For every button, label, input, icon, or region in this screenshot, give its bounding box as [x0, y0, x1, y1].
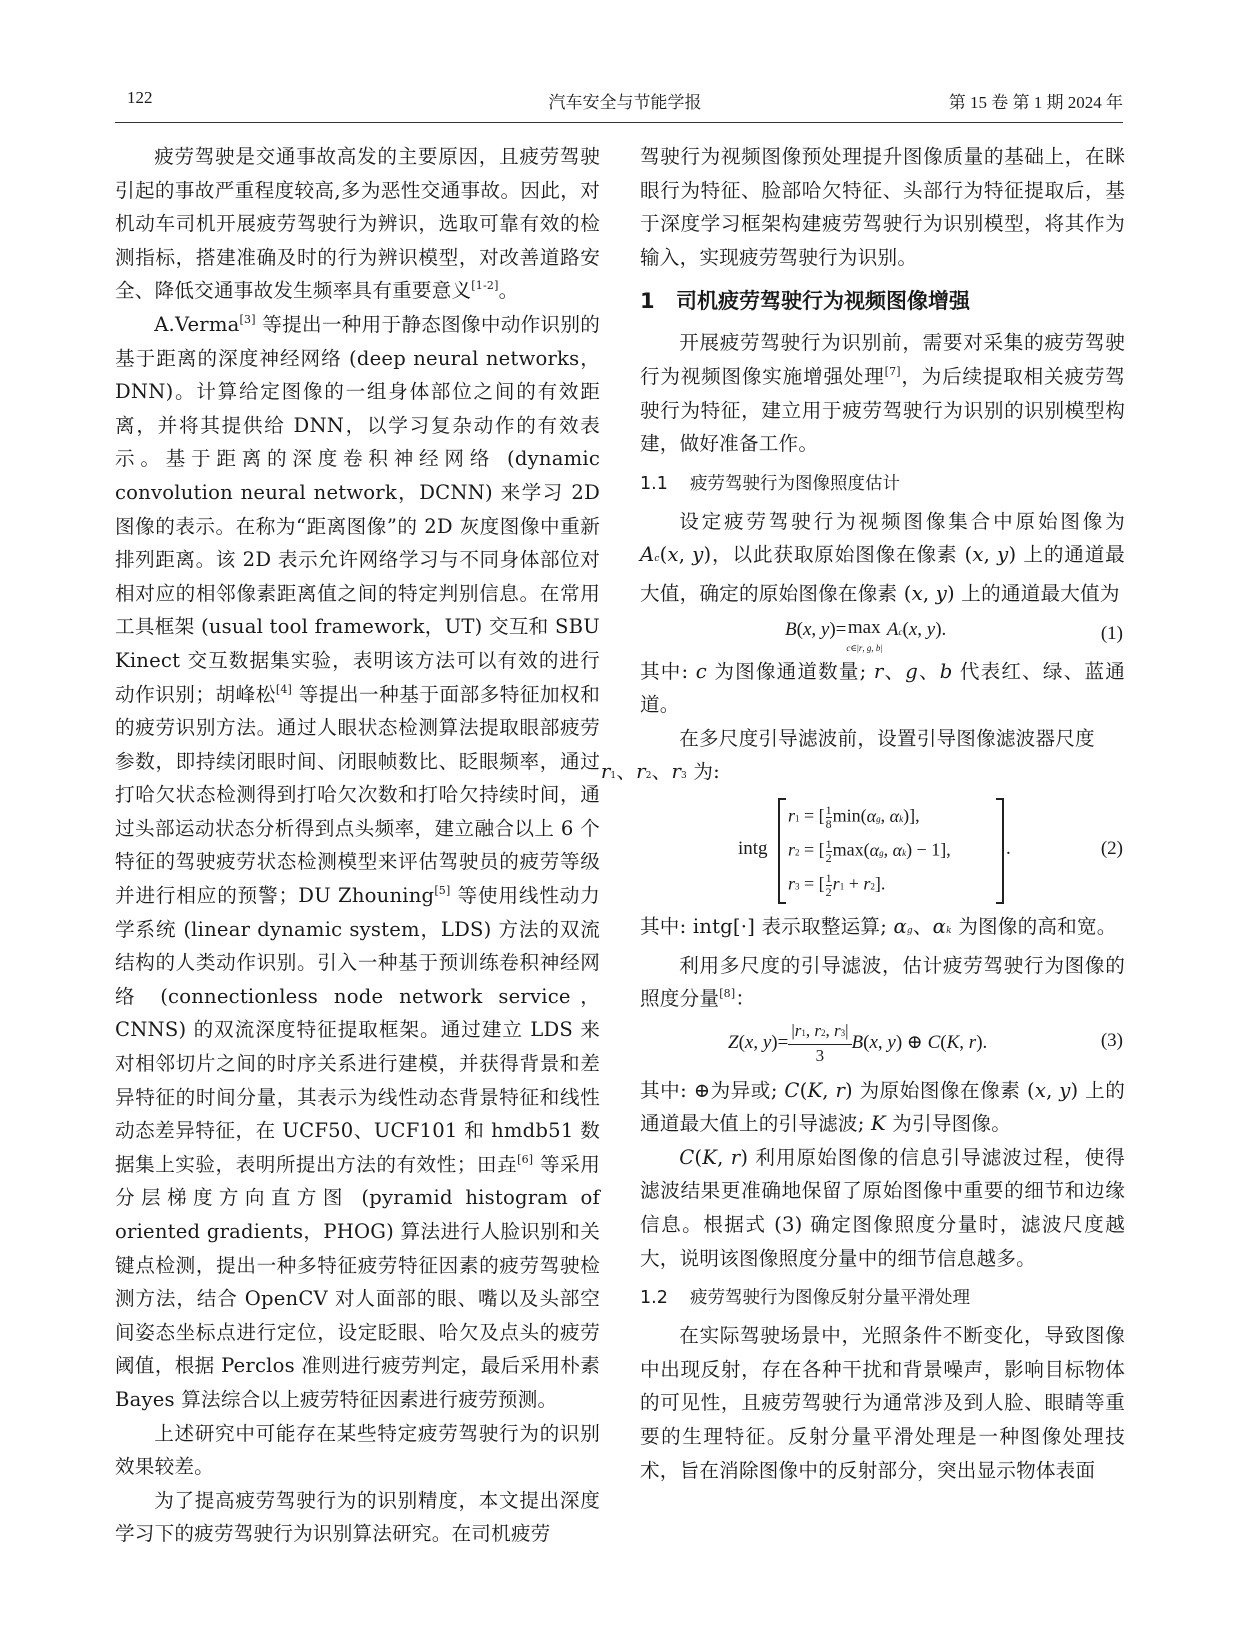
paragraph-guided-filter: C(K, r) 利用原始图像的信息引导滤波过程，使得滤波结果更准确地保留了原始图像中重要的细节和边缘信息。根据式 (3) 确定图像照度分量时，滤波尺度越大，说明该图像照度分量中的细节信息越多。 — [640, 1145, 1125, 1270]
citation[interactable]: [1-2] — [471, 279, 499, 293]
section-heading-1: 1 司机疲劳驾驶行为视频图像增强 — [640, 289, 970, 314]
running-header — [115, 86, 1123, 114]
equation-2-note: 其中: intg[·] 表示取整运算; αg、αk 为图像的高和宽。 — [640, 914, 1117, 938]
citation[interactable]: [3] — [239, 312, 256, 326]
paragraph-multiscale: 利用多尺度的引导滤波，估计疲劳驾驶行为图像的照度分量[8]： — [640, 953, 1125, 1011]
paragraph-limitation: 上述研究中可能存在某些特定疲劳驾驶行为的识别效果较差。 — [115, 1421, 600, 1479]
paragraph-enhance: 开展疲劳驾驶行为识别前，需要对采集的疲劳驾驶行为视频图像实施增强处理[7]，为后续提取相关疲劳驾驶行为特征，建立用于疲劳驾驶行为识别的识别模型构建，做好准备工作。 — [640, 331, 1125, 456]
right-column — [600, 140, 1126, 1487]
section-heading-1-1: 1.1 疲劳驾驶行为图像照度估计 — [640, 473, 900, 494]
paragraph-intro: 疲劳驾驶是交通事故高发的主要原因，且疲劳驾驶引起的事故严重程度较高,多为恶性交通事故。因此，对机动车司机开展疲劳驾驶行为辨识，选取可靠有效的检测指标，搭建准确及时的行为辨识模型，对改善道路安全、降低交通事故发生频率具有重要意义[1-2]。 — [115, 145, 600, 303]
equation-3-note: 其中: ⊕为异或; C(K, r) 为原始图像在像素 (x, y) 上的通道最大值上的引导滤波; K 为引导图像。 — [640, 1078, 1125, 1136]
paragraph-reflection: 在实际驾驶场景中，光照条件不断变化，导致图像中出现反射，存在各种干扰和背景噪声，影响目标物体的可见性，且疲劳驾驶行为通常涉及到人脸、眼睛等重要的生理特征。反射分量平滑处理是一种图像处理技术，旨在消除图像中的反射部分，突出显示物体表面 — [640, 1324, 1125, 1482]
left-column — [115, 140, 600, 1551]
citation[interactable]: [5] — [434, 884, 451, 898]
paragraph-illumination: 设定疲劳驾驶行为视频图像集合中原始图像为 Ac(x, y)，以此获取原始图像在像素 (x, y) 上的通道最大值，确定的原始图像在像素 (x, y) 上的通道最大值为 — [640, 509, 1125, 605]
citation[interactable]: [4] — [275, 682, 293, 696]
page-number: 122 — [127, 88, 153, 107]
header-rule — [115, 122, 1123, 123]
section-heading-1-2: 1.2 疲劳驾驶行为图像反射分量平滑处理 — [640, 1288, 970, 1309]
journal-title: 汽车安全与节能学报 — [548, 93, 702, 112]
equation-3: Z(x, y)= $\frac{|r1, r2, r3|}{3}$ B(x, y) ⊕ C(K, r). (3) — [728, 1020, 1123, 1065]
citation[interactable]: [8] — [719, 987, 736, 1001]
equation-number: (1) — [1100, 622, 1123, 644]
equation-number: (2) — [1100, 837, 1123, 859]
paragraph-related-work: A.Verma[3] 等提出一种用于静态图像中动作识别的基于距离的深度神经网络 (deep neural networks，DNN)。计算给定图像的一组身体部位之间的有效距离，并将其提供给 DNN，以学习复杂动作的有效表示。基于距离的深度卷积神经网络 (dynamic convolution neural network，DCNN) 来学习 2D 图像的表示。在称为“距离图像”的 2D 灰度图像中重新排列距离。该 2D 表示允许网络学习与不同身体部位对相对应的相邻像素距离值之间的特定判别信息。在常用工具框架 (usual tool framework，UT) 交互和 SBU Kinect 交互数据集实验，表明该方法可以有效的进行动作识别；胡峰松[4] 等提出一种基于面部多特征加权和的疲劳识别方法。通过人眼状态检测算法提取眼部疲劳参数，即持续闭眼时间、闭眼帧数比、眨眼频率，通过打哈欠状态检测得到打哈欠次数和打哈欠持续时间，通过头部运动状态分析得到点头频率，建立融合以上 6 个特征的驾驶疲劳状态检测模型来评估驾驶员的疲劳等级并进行相应的预警；DU Zhouning[5] 等使用线性动力学系统 (linear dynamic system，LDS) 方法的双流结构的人类动作识别。引入一种基于预训练卷积神经网络 (connectionless node network service，CNNS) 的双流深度特征提取框架。通过建立 LDS 来对相邻切片之间的时序关系进行建模，并获得背景和差异特征的时间分量，其表示为线性动态背景特征和线性动态差异特征，在 UCF50、UCF101 和 hmdb51 数据集上实验，表明所提出方法的有效性；田垚[6] 等采用分层梯度方向直方图 (pyramid histogram of oriented gradients，PHOG) 算法进行人脸识别和关键点检测，提出一种多特征疲劳特征因素的疲劳驾驶检测方法，结合 OpenCV 对人面部的眼、嘴以及头部空间姿态坐标点进行定位，设定眨眼、哈欠及点头的疲劳阈值，根据 Perclos 准则进行疲劳判定，最后采用朴素 Bayes 算法综合以上疲劳特征因素进行疲劳预测。 — [115, 312, 601, 1411]
paragraph-filter-scale: 在多尺度引导滤波前，设置引导图像滤波器尺度 r1、r2、r3 为: — [600, 726, 1095, 784]
paragraph-proposal: 为了提高疲劳驾驶行为的识别精度，本文提出深度学习下的疲劳驾驶行为识别算法研究。在司机疲劳 — [115, 1488, 600, 1546]
volume-issue: 第 15 卷 第 1 期 2024 年 — [948, 93, 1123, 112]
equation-1: B(x, y)=max c∈|r, g, b| Ac(x, y). (1) — [785, 616, 1123, 653]
equation-2: intg r1 = [ $\frac{1}{8}$ min(αg, αk)], r2 = [ $\frac{1}{2}$ max(αg, αk) − 1], r3 = [ $\frac{1}{2}$ r1 + r2]. . (2) — [640, 794, 1125, 910]
citation[interactable]: [6] — [517, 1152, 534, 1166]
paragraph-proposal-cont: 驾驶行为视频图像预处理提升图像质量的基础上，在眯眼行为特征、脸部哈欠特征、头部行为特征提取后，基于深度学习框架构建疲劳驾驶行为识别模型，将其作为输入，实现疲劳驾驶行为识别。 — [640, 145, 1125, 269]
equation-number: (3) — [1100, 1029, 1123, 1051]
citation[interactable]: [7] — [884, 364, 901, 378]
equation-1-note: 其中: c 为图像通道数量; r、g、b 代表红、绿、蓝通道。 — [640, 659, 1126, 717]
